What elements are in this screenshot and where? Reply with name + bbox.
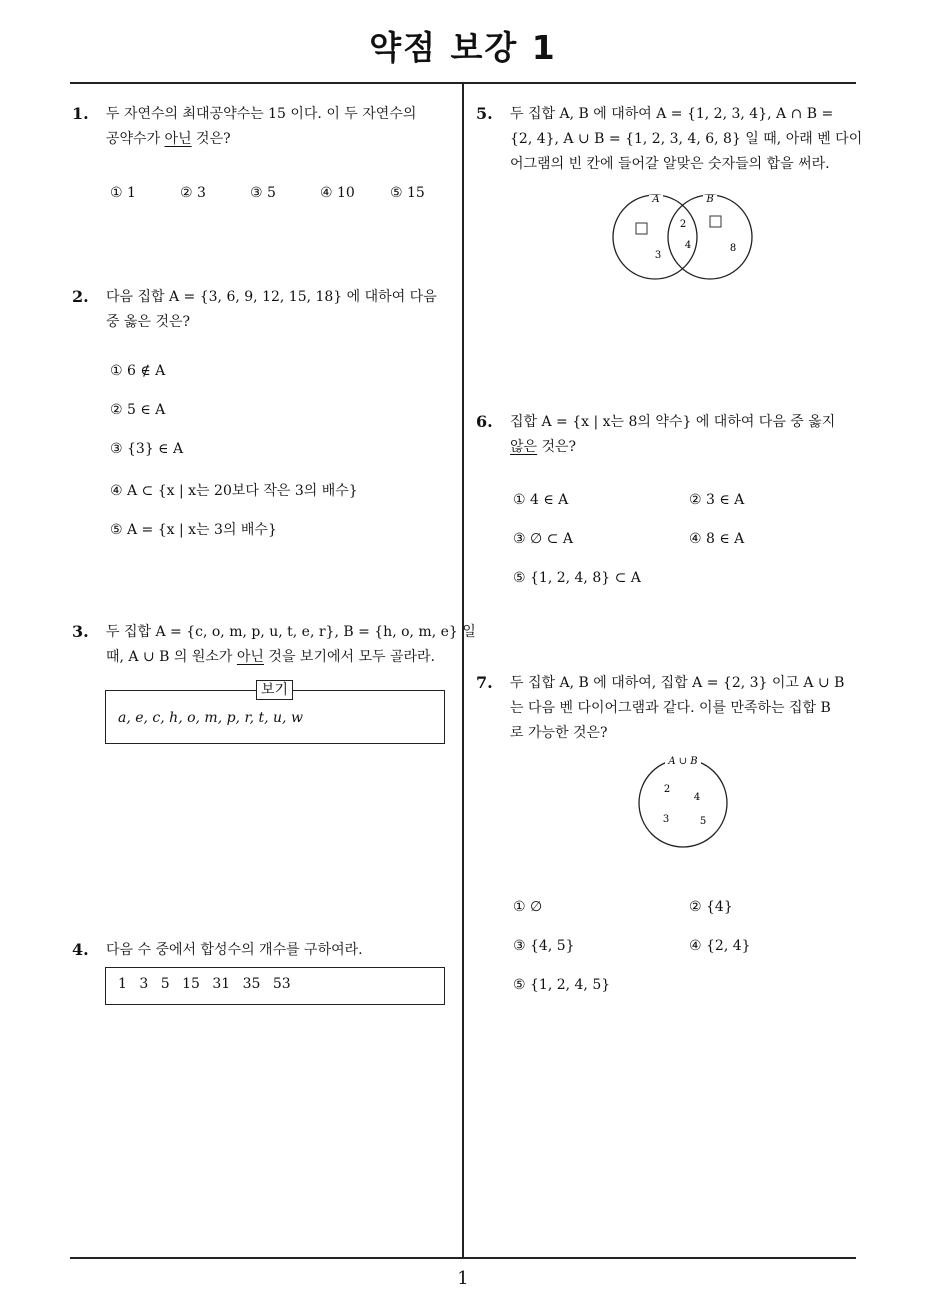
q7-value-2: 2 [663,784,671,795]
q3-text [106,620,476,670]
q1-text [106,102,416,152]
q5-blank-box-2 [710,216,721,227]
q7-venn-diagram [630,752,740,852]
column-divider [462,82,464,1258]
q3-emphasis: 아닌 [236,649,264,665]
q2-option-5[interactable]: ⑤ A = {x | x는 3의 배수} [110,522,277,538]
q5-line-1: 두 집합 A, B 에 대하여 A = {1, 2, 3, 4}, A ∩ B = [510,106,834,122]
q2-option-1[interactable]: ① 6 ∉ A [110,363,166,379]
q7-value-5: 5 [699,816,707,827]
q7-line-2: 는 다음 벤 다이어그램과 같다. 이를 만족하는 집합 B [510,700,831,716]
q4-line-1: 다음 수 중에서 합성수의 개수를 구하여라. [106,942,363,958]
q6-number: 6. [476,412,493,431]
q1-option-1[interactable]: ① 1 [110,185,136,201]
q5-label-b: B [706,194,714,205]
q7-venn-circle [639,759,727,847]
q2-text [106,285,437,335]
q1-option-2[interactable]: ② 3 [180,185,206,201]
q1-option-4[interactable]: ④ 10 [320,185,355,201]
q1-option-5[interactable]: ⑤ 15 [390,185,425,201]
q6-line-1: 집합 A = {x | x는 8의 약수} 에 대하여 다음 중 옳지 [510,414,836,430]
q2-number: 2. [72,287,89,306]
q5-venn-circle-b [668,195,752,279]
q4-number-box: 1 3 5 15 31 35 53 [105,967,445,1005]
q6-option-2[interactable]: ② 3 ∈ A [689,492,745,508]
q7-label: A ∪ B [668,756,698,767]
q6-option-5[interactable]: ⑤ {1, 2, 4, 8} ⊂ A [513,570,641,586]
q2-option-2[interactable]: ② 5 ∈ A [110,402,166,418]
q5-line-3: 어그램의 빈 칸에 들어갈 알맞은 숫자들의 합을 써라. [510,156,830,172]
q3-example-label: 보기 [256,680,293,700]
q7-option-3[interactable]: ③ {4, 5} [513,938,575,954]
q7-value-3: 3 [662,814,670,825]
q6-option-4[interactable]: ④ 8 ∈ A [689,531,745,547]
q6-line-2: 않은 것은? [510,439,577,455]
q1-line-1: 두 자연수의 최대공약수는 15 이다. 이 두 자연수의 [106,106,417,122]
q5-label-a: A [652,194,660,205]
q5-venn-diagram [600,185,770,285]
page-title: 약점 보강 1 [369,28,557,67]
q4-text [106,938,363,963]
q3-number: 3. [72,622,89,641]
q7-option-5[interactable]: ⑤ {1, 2, 4, 5} [513,977,611,993]
page-number: 1 [457,1268,469,1289]
q5-text [510,102,862,177]
q7-option-4[interactable]: ④ {2, 4} [689,938,751,954]
q5-blank-box-1 [636,223,647,234]
q5-value-8: 8 [729,243,737,254]
q5-number: 5. [476,104,493,123]
q1-line-2: 공약수가 아닌 것은? [106,131,231,147]
q3-line-2: 때, A ∪ B 의 원소가 아닌 것을 보기에서 모두 골라라. [106,649,435,665]
q5-venn-circle-a [613,195,697,279]
bottom-divider [70,1257,856,1259]
q1-number: 1. [72,104,89,123]
q1-emphasis: 아닌 [164,131,192,147]
q3-example-content: a, e, c, h, o, m, p, r, t, u, w [118,710,303,726]
q7-option-2[interactable]: ② {4} [689,899,733,915]
q7-line-1: 두 집합 A, B 에 대하여, 집합 A = {2, 3} 이고 A ∪ B [510,675,845,691]
q1-option-3[interactable]: ③ 5 [250,185,276,201]
q2-line-1: 다음 집합 A = {3, 6, 9, 12, 15, 18} 에 대하여 다음 [106,289,437,305]
q4-number: 4. [72,940,89,959]
q7-text [510,671,844,746]
q6-option-1[interactable]: ① 4 ∈ A [513,492,569,508]
q7-option-1[interactable]: ① ∅ [513,899,543,915]
q5-line-2: {2, 4}, A ∪ B = {1, 2, 3, 4, 6, 8} 일 때, 아래 벤 다이 [510,131,863,147]
q6-text [510,410,835,460]
q3-line-1: 두 집합 A = {c, o, m, p, u, t, e, r}, B = {h, o, m, e} 일 [106,624,476,640]
q2-option-4[interactable]: ④ A ⊂ {x | x는 20보다 작은 3의 배수} [110,483,358,499]
q5-value-2: 2 [679,219,687,230]
q2-option-3[interactable]: ③ {3} ∈ A [110,441,184,457]
q5-value-4: 4 [684,240,692,251]
q7-value-4: 4 [693,792,701,803]
q5-value-3: 3 [654,250,662,261]
q2-line-2: 중 옳은 것은? [106,314,191,330]
q7-number: 7. [476,673,493,692]
q7-line-3: 로 가능한 것은? [510,725,608,741]
q6-emphasis: 않은 [510,439,538,455]
q6-option-3[interactable]: ③ ∅ ⊂ A [513,531,573,547]
